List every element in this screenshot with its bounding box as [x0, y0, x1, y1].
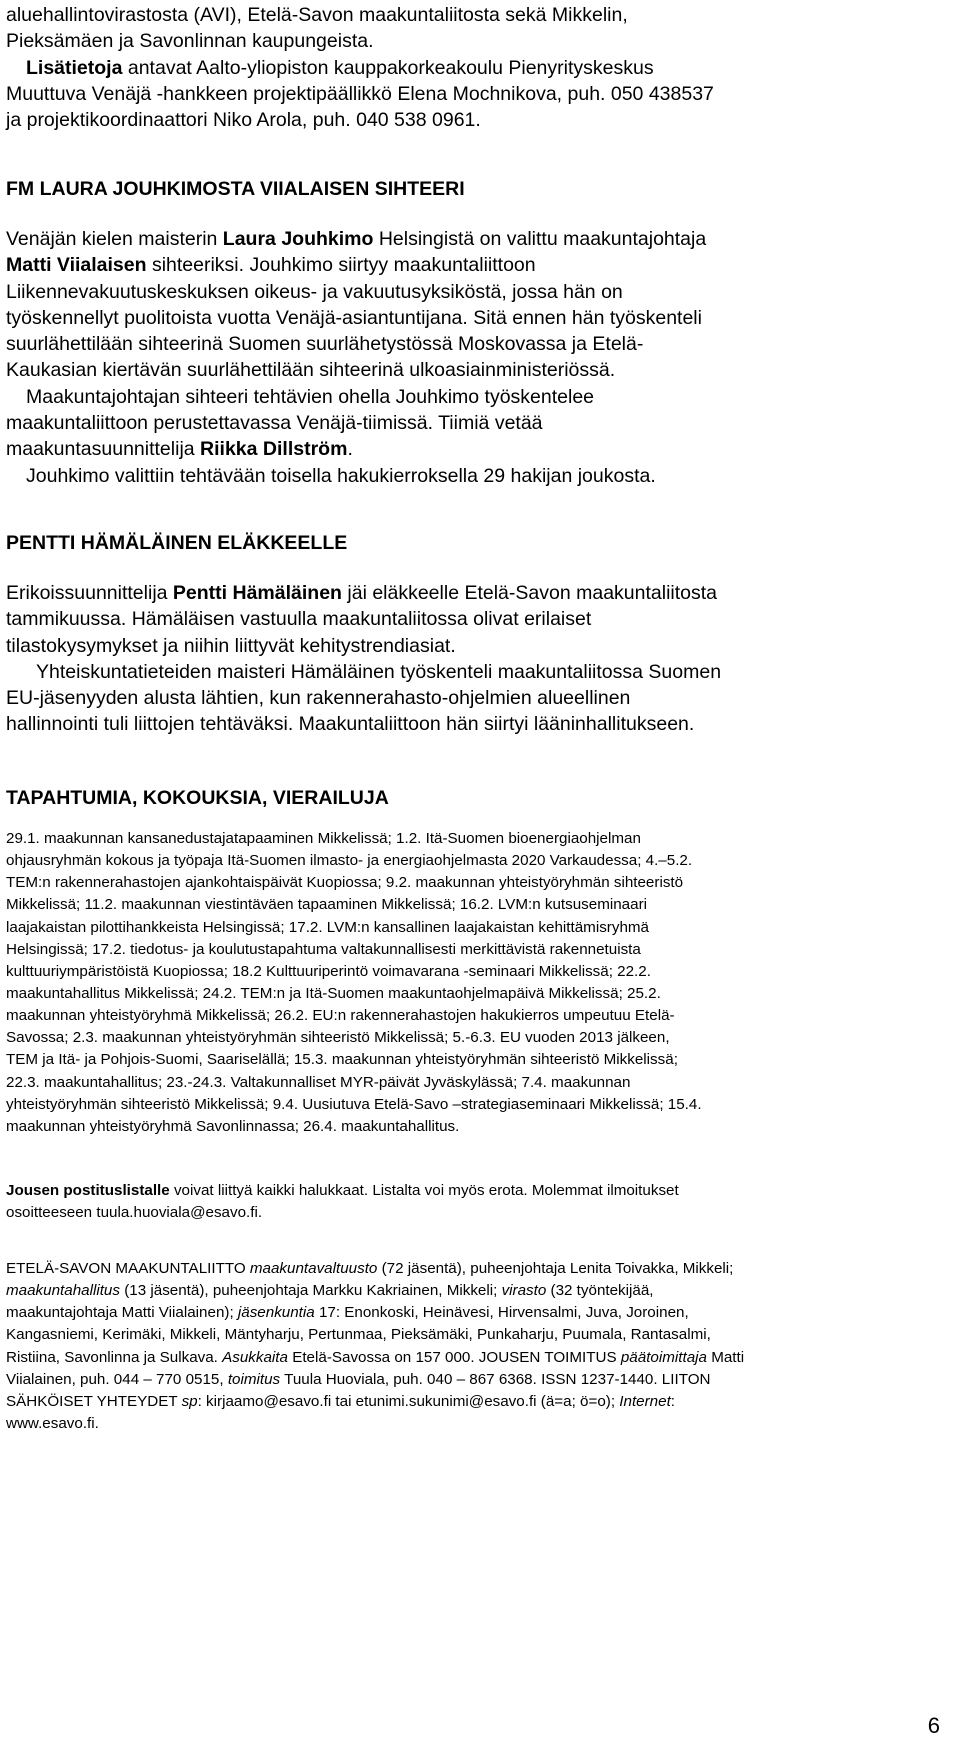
text-line: maakunnan yhteistyöryhmä Mikkelissä; 26.2. EU:n rakennerahastojen hakukierros umpeutuu Etelä-	[6, 1007, 675, 1025]
text-line: yhteistyöryhmän sihteeristö Mikkelissä; 9.4. Uusiutuva Etelä-Savo –strategiaseminaari Mikkelissä; 15.4.	[6, 1095, 702, 1113]
text-line: www.esavo.fi.	[6, 1414, 99, 1432]
text-line: EU-jäsenyyden alusta lähtien, kun rakennerahasto-ohjelmien alueellinen	[6, 687, 631, 710]
text-line: Liikennevakuutuskeskuksen oikeus- ja vakuutusyksiköstä, jossa hän on	[6, 280, 623, 303]
text-line: Mikkelissä; 11.2. maakunnan viestintäväen tapaaminen Mikkelissä; 16.2. LVM:n kutsuseminaari	[6, 896, 648, 914]
text-line: ohjausryhmän kokous ja työpaja Itä-Suomen ilmasto- ja energiaohjelmasta 2020 Varkaudessa; 4.‒5.2.	[6, 852, 693, 870]
text-line: maakuntahallitus Mikkelissä; 24.2. TEM:n ja Itä-Suomen maakuntaohjelmapäivä Mikkelissä; 25.2.	[6, 984, 661, 1002]
text-line: Maakuntajohtajan sihteeri tehtävien ohella Jouhkimo työskentelee	[26, 385, 595, 408]
text-line: Kangasniemi, Kerimäki, Mikkeli, Mäntyharju, Pertunmaa, Pieksämäki, Punkaharju, Puumala, Rantasalmi,	[6, 1326, 711, 1344]
colophon	[6, 1258, 906, 1435]
page-number: 6	[927, 1713, 940, 1738]
text-line: Lisätietoja antavat Aalto-yliopiston kauppakorkeakoulu Pienyrityskeskus	[26, 56, 654, 79]
text-line: työskennellyt puolitoista vuotta Venäjä-asiantuntijana. Sitä ennen hän työskenteli	[6, 306, 702, 329]
section-heading-events: TAPAHTUMIA, KOKOUKSIA, VIERAILUJA	[6, 787, 389, 809]
text-line: Viialainen, puh. 044 ‒ 770 0515, toimitus Tuula Huoviala, puh. 040 ‒ 867 6368. ISSN 1237-1440. LIITON	[6, 1370, 711, 1388]
text-line: tilastokysymykset ja niihin liittyvät kehitystrendiasiat.	[6, 634, 456, 657]
intro-paragraph	[6, 2, 906, 133]
text-line: TEM ja Itä- ja Pohjois-Suomi, Saariselällä; 15.3. maakunnan yhteistyöryhmän sihteeristö Mikkelissä;	[6, 1051, 678, 1069]
text-line: 29.1. maakunnan kansanedustajatapaaminen Mikkelissä; 1.2. Itä-Suomen bioenergiaohjelman	[6, 830, 641, 847]
bold-term: Lisätietoja	[26, 56, 123, 79]
text-line: Jouhkimo valittiin tehtävään toisella hakukierroksella 29 hakijan joukosta.	[26, 464, 656, 487]
text-line: ja projektikoordinaattori Niko Arola, puh. 040 538 0961.	[6, 109, 481, 132]
text-line: hallinnointi tuli liittojen tehtäväksi. Maakuntaliittoon hän siirtyi lääninhallitukseen.	[6, 713, 695, 736]
text-line: maakuntasuunnittelija Riikka Dillström.	[6, 438, 353, 461]
text-line: TEM:n rakennerahastojen ajankohtaispäivät Kuopiossa; 9.2. maakunnan yhteistyöryhmän sihteeristö	[6, 874, 684, 892]
text-line: Venäjän kielen maisterin Laura Jouhkimo Helsingistä on valittu maakuntajohtaja	[6, 228, 707, 250]
text-line: maakunnan yhteistyöryhmä Savonlinnassa; 26.4. maakuntahallitus.	[6, 1117, 460, 1135]
text-line: osoitteeseen tuula.huoviala@esavo.fi.	[6, 1204, 263, 1222]
section-body-jouhkimo	[6, 226, 906, 489]
text-line: SÄHKÖISET YHTEYDET sp: kirjaamo@esavo.fi tai etunimi.sukunimi@esavo.fi (ä=a; ö=o); Internet:	[6, 1392, 676, 1410]
text-line: Savossa; 2.3. maakunnan yhteistyöryhmän sihteeristö Mikkelissä; 5.-6.3. EU vuoden 2013 jälkeen,	[6, 1029, 670, 1047]
text-line: maakuntajohtaja Matti Viialainen); jäsenkuntia 17: Enonkoski, Heinävesi, Hirvensalmi, Juva, Joroinen,	[6, 1304, 689, 1322]
section-body-hamalainen	[6, 580, 906, 738]
text-line: Muuttuva Venäjä -hankkeen projektipäällikkö Elena Mochnikova, puh. 050 438537	[6, 82, 714, 105]
text-line: laajakaistan pilottihankkeista Helsingissä; 17.2. LVM:n kansallinen laajakaistan kehittämisryhmä	[6, 918, 649, 936]
text-line: Matti Viialaisen sihteeriksi. Jouhkimo siirtyy maakuntaliittoon	[6, 254, 536, 277]
text-line: Jousen postituslistalle voivat liittyä kaikki halukkaat. Listalta voi myös erota. Molemmat ilmoitukset	[6, 1182, 679, 1199]
text-line: Helsingissä; 17.2. tiedotus- ja koulutustapahtuma valtakunnallisesti merkittävistä rakennetuista	[6, 940, 641, 958]
text-line: kulttuuriympäristöistä Kuopiossa; 18.2 Kulttuuriperintö voimavarana -seminaari Mikkelissä; 22.2.	[6, 962, 651, 980]
text-line: 22.3. maakuntahallitus; 23.-24.3. Valtakunnalliset MYR-päivät Jyväskylässä; 7.4. maakunnan	[6, 1073, 631, 1091]
text-line: suurlähettilään sihteerinä Suomen suurlähetystössä Moskovassa ja Etelä-	[6, 333, 644, 356]
text-line: maakuntahallitus (13 jäsentä), puheenjohtaja Markku Kakriainen, Mikkeli; virasto (32 työntekijää,	[6, 1282, 654, 1300]
section-heading-jouhkimo: FM LAURA JOUHKIMOSTA VIIALAISEN SIHTEERI	[6, 178, 465, 200]
mailing-list-note	[6, 1180, 906, 1224]
text-line: ETELÄ-SAVON MAAKUNTALIITTO maakuntavaltuusto (72 jäsentä), puheenjohtaja Lenita Toivakka, Mikkeli;	[6, 1260, 734, 1277]
text-line: Ristiina, Savonlinna ja Sulkava. Asukkaita Etelä-Savossa on 157 000. JOUSEN TOIMITUS päätoimittaja Matti	[6, 1348, 745, 1366]
text-line: Yhteiskuntatieteiden maisteri Hämäläinen työskenteli maakuntaliitossa Suomen	[36, 660, 722, 683]
text-line: Kaukasian kiertävän suurlähettilään sihteerinä ulkoasiainministeriössä.	[6, 359, 616, 382]
section-heading-hamalainen: PENTTI HÄMÄLÄINEN ELÄKKEELLE	[6, 532, 348, 554]
text-line: aluehallintovirastosta (AVI), Etelä-Savon maakuntaliitosta sekä Mikkelin,	[6, 4, 628, 26]
text-line: maakuntaliittoon perustettavassa Venäjä-tiimissä. Tiimiä vetää	[6, 412, 543, 435]
text-line: tammikuussa. Hämäläisen vastuulla maakuntaliitossa olivat erilaiset	[6, 608, 592, 631]
text-line: Erikoissuunnittelija Pentti Hämäläinen jäi eläkkeelle Etelä-Savon maakuntaliitosta	[6, 582, 718, 604]
text-line: Pieksämäen ja Savonlinnan kaupungeista.	[6, 30, 374, 53]
events-list	[6, 828, 906, 1138]
